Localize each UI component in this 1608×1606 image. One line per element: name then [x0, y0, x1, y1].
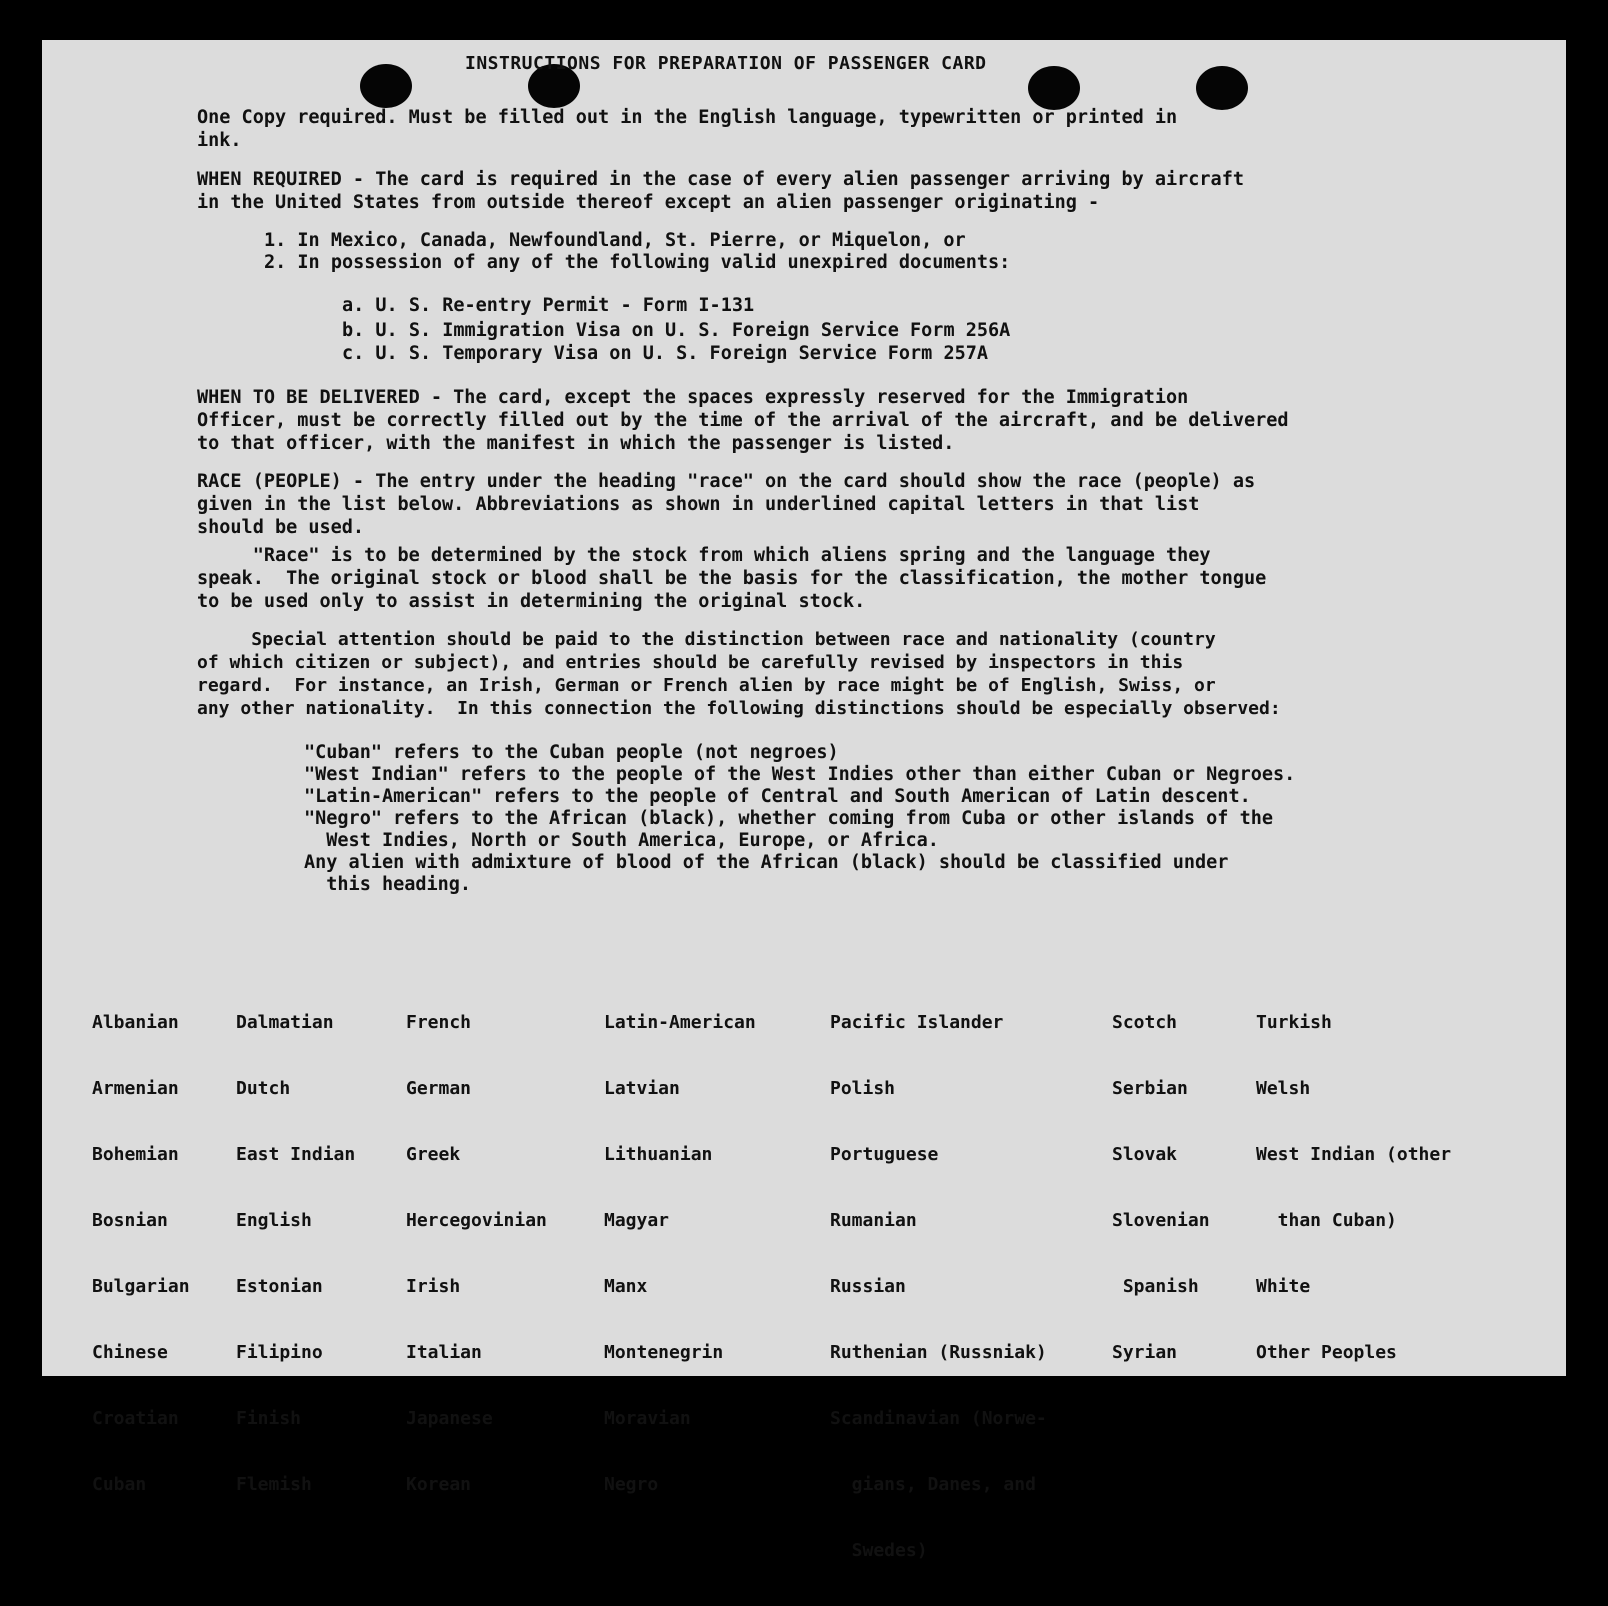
race-entry: Magyar	[604, 1210, 670, 1231]
race-entry: Japanese	[406, 1408, 493, 1429]
race-entry: English	[236, 1210, 312, 1231]
race-entry: East Indian	[236, 1144, 356, 1165]
race-entry: Scotch	[1112, 1012, 1178, 1033]
intro-paragraph: One Copy required. Must be filled out in the English language, typewritten or printed in ink.	[197, 107, 1178, 151]
punch-hole	[1028, 66, 1080, 110]
race-entry: Irish	[406, 1276, 461, 1297]
race-entry: Latvian	[604, 1078, 680, 1099]
race-entry: German	[406, 1078, 472, 1099]
distinction-line: Any alien with admixture of blood of the African (black) should be classified under	[304, 852, 1229, 873]
race-entry: Cuban	[92, 1474, 147, 1495]
race-column	[1112, 968, 1210, 1408]
race-entry: Greek	[406, 1144, 461, 1165]
distinction-line: this heading.	[304, 874, 472, 895]
race-entry: Rumanian	[830, 1210, 917, 1231]
race-entry: Syrian	[1112, 1342, 1178, 1363]
sub-list-item: c. U. S. Temporary Visa on U. S. Foreign Service Form 257A	[342, 343, 989, 364]
race-entry: Polish	[830, 1078, 896, 1099]
distinction-line: "West Indian" refers to the people of the West Indies other than either Cuban or Negroes.	[304, 764, 1296, 785]
race-entry: White	[1256, 1276, 1311, 1297]
race-entry: Russian	[830, 1276, 906, 1297]
punch-hole	[360, 64, 412, 108]
race-entry: Bosnian	[92, 1210, 168, 1231]
race-people-paragraph: RACE (PEOPLE) - The entry under the heading "race" on the card should show the race (people) as given in the list below. Abbreviations as shown in underlined capital letters in that list should be used.	[197, 471, 1256, 538]
list-item: 2. In possession of any of the following valid unexpired documents:	[264, 252, 1011, 273]
race-entry: Dalmatian	[236, 1012, 334, 1033]
sub-list-item: b. U. S. Immigration Visa on U. S. Foreign Service Form 256A	[342, 320, 1011, 341]
race-entry: Scandinavian (Norwe-	[830, 1408, 1047, 1429]
race-entry: Croatian	[92, 1408, 179, 1429]
when-required-paragraph: WHEN REQUIRED - The card is required in the case of every alien passenger arriving by aircraft in the United States from outside thereof except an alien passenger originating -	[197, 169, 1244, 213]
race-entry: West Indian (other	[1256, 1144, 1452, 1165]
distinctions-list	[304, 742, 1295, 896]
race-entry: Spanish	[1112, 1276, 1199, 1297]
race-entry: Slovenian	[1112, 1210, 1210, 1231]
race-entry: Other Peoples	[1256, 1342, 1397, 1363]
race-entry: gians, Danes, and	[830, 1474, 1036, 1495]
race-entry: Armenian	[92, 1078, 179, 1099]
race-entry: Manx	[604, 1276, 648, 1297]
race-entry: Filipino	[236, 1342, 323, 1363]
race-determined-paragraph: "Race" is to be determined by the stock from which aliens spring and the language they speak. The original stock or blood shall be the basis for the classification, the mother tongue to be used only to assist in determining the original stock.	[197, 545, 1267, 612]
race-entry: Latin-American	[604, 1012, 756, 1033]
race-entry: than Cuban)	[1256, 1210, 1397, 1231]
race-entry: Bulgarian	[92, 1276, 190, 1297]
race-entry: Hercegovinian	[406, 1210, 547, 1231]
race-column	[830, 968, 1047, 1606]
sub-list-item: a. U. S. Re-entry Permit - Form I-131	[342, 295, 755, 316]
race-entry: Bohemian	[92, 1144, 179, 1165]
race-column	[1256, 968, 1451, 1408]
race-column	[604, 968, 756, 1540]
distinction-line: "Latin-American" refers to the people of Central and South American of Latin descent.	[304, 786, 1251, 807]
race-entry: Serbian	[1112, 1078, 1188, 1099]
race-column	[92, 968, 190, 1540]
document-title: INSTRUCTIONS FOR PREPARATION OF PASSENGER CARD	[465, 53, 987, 74]
race-entry: Flemish	[236, 1474, 312, 1495]
race-entry: Moravian	[604, 1408, 691, 1429]
race-entry: Negro	[604, 1474, 659, 1495]
race-entry: Dutch	[236, 1078, 291, 1099]
list-item: 1. In Mexico, Canada, Newfoundland, St. Pierre, or Miquelon, or	[264, 230, 966, 251]
race-entry: Korean	[406, 1474, 472, 1495]
distinction-line: "Cuban" refers to the Cuban people (not negroes)	[304, 742, 839, 763]
race-entry: Ruthenian (Russniak)	[830, 1342, 1047, 1363]
race-entry: Turkish	[1256, 1012, 1332, 1033]
race-entry: Portuguese	[830, 1144, 939, 1165]
race-entry: Slovak	[1112, 1144, 1178, 1165]
race-column	[406, 968, 547, 1540]
race-entry: Estonian	[236, 1276, 323, 1297]
race-entry: Lithuanian	[604, 1144, 713, 1165]
distinction-line: "Negro" refers to the African (black), whether coming from Cuba or other islands of the	[304, 808, 1274, 829]
race-entry: Pacific Islander	[830, 1012, 1004, 1033]
race-entry: Welsh	[1256, 1078, 1311, 1099]
punch-hole	[1196, 66, 1248, 110]
race-entry: Albanian	[92, 1012, 179, 1033]
special-attention-paragraph: Special attention should be paid to the distinction between race and nationality (country of which citizen or subject), and entries should be carefully revised by inspectors in this regard. For instance, an Irish, German or French alien by race might be of English, Swiss, or any other nationality. In this connection the following distinctions should be especially observed:	[197, 629, 1281, 719]
race-entry: Swedes)	[830, 1540, 928, 1561]
race-entry: Finish	[236, 1408, 302, 1429]
race-entry: Chinese	[92, 1342, 168, 1363]
distinction-line: West Indies, North or South America, Europe, or Africa.	[304, 830, 939, 851]
when-delivered-paragraph: WHEN TO BE DELIVERED - The card, except the spaces expressly reserved for the Immigration Officer, must be correctly filled out by the time of the arrival of the aircraft, and be delivered to that officer, with the manifest in which the passenger is listed.	[197, 387, 1289, 454]
document-page	[42, 40, 1566, 1561]
race-entry: French	[406, 1012, 472, 1033]
race-entry: Italian	[406, 1342, 482, 1363]
race-column	[236, 968, 355, 1540]
race-entry: Montenegrin	[604, 1342, 724, 1363]
